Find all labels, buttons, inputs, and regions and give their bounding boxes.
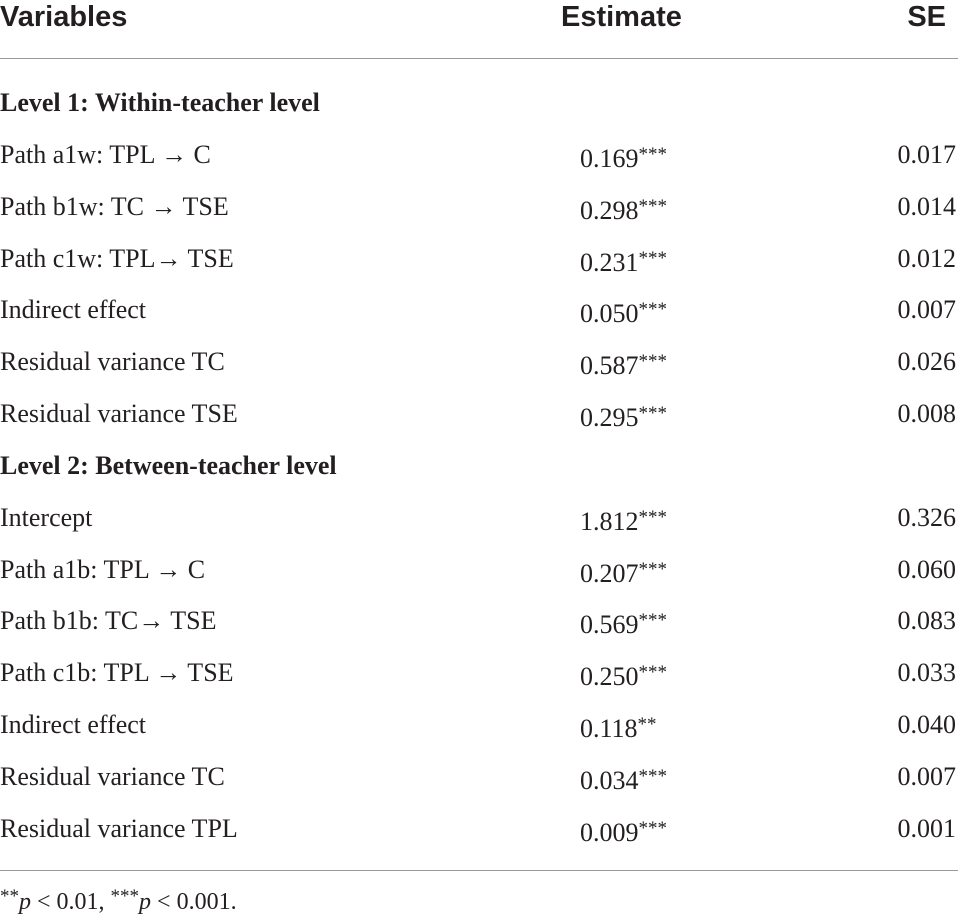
table-footnote: [0, 882, 237, 917]
se-cell: 0.326: [897, 502, 956, 532]
table-row: [0, 802, 958, 854]
significance-stars: ***: [638, 558, 667, 580]
variable-cell: Residual variance TPL: [0, 813, 238, 843]
estimate-cell: [580, 397, 667, 435]
estimate-cell: [580, 242, 667, 280]
variable-cell: Residual variance TC: [0, 761, 225, 791]
table-body: [0, 76, 958, 854]
estimate-value: 0.207: [580, 558, 639, 588]
estimate-value: 0.295: [580, 403, 639, 433]
estimate-cell: [580, 293, 667, 331]
variable-cell: Intercept: [0, 502, 93, 532]
significance-stars: ***: [638, 610, 667, 632]
table-row: [0, 387, 958, 439]
significance-stars: ***: [638, 662, 667, 684]
variable-cell: Path c1b: TPL → TSE: [0, 658, 234, 688]
footnote-p1: p: [19, 889, 31, 915]
variable-cell: Path b1b: TC→ TSE: [0, 606, 217, 636]
se-cell: 0.017: [897, 139, 956, 169]
estimate-value: 0.250: [580, 662, 639, 692]
estimate-cell: [580, 812, 667, 850]
table-row: [0, 698, 958, 750]
variable-cell: Indirect effect: [0, 710, 147, 740]
estimate-cell: [580, 553, 667, 591]
header-variables: Variables: [0, 1, 128, 33]
table-row: [0, 128, 958, 180]
se-cell: 0.026: [897, 347, 956, 377]
estimate-cell: [580, 708, 657, 746]
se-cell: 0.083: [897, 606, 956, 636]
significance-stars: **: [637, 714, 657, 736]
table-row: [0, 283, 958, 335]
se-cell: 0.007: [897, 761, 956, 791]
table-row: [0, 750, 958, 802]
table-header-row: [0, 0, 958, 46]
estimate-value: 0.050: [580, 299, 639, 329]
header-estimate: Estimate: [561, 1, 682, 33]
table-row: [0, 180, 958, 232]
significance-stars: ***: [638, 247, 667, 269]
section-heading-row: [0, 439, 958, 491]
se-cell: 0.033: [897, 658, 956, 688]
footnote-sig3: ***: [110, 886, 140, 907]
significance-stars: ***: [638, 351, 667, 373]
se-cell: 0.008: [897, 399, 956, 429]
variable-cell: Path c1w: TPL→ TSE: [0, 243, 234, 273]
significance-stars: ***: [638, 403, 667, 425]
estimate-cell: [580, 656, 667, 694]
estimate-value: 0.298: [580, 195, 639, 225]
variable-cell: Residual variance TSE: [0, 399, 238, 429]
footnote-cond2: < 0.001.: [151, 889, 237, 915]
variable-cell: Path a1b: TPL → C: [0, 554, 206, 584]
significance-stars: ***: [638, 143, 667, 165]
footnote-p2: p: [139, 889, 152, 915]
se-cell: 0.014: [897, 191, 956, 221]
significance-stars: ***: [638, 195, 667, 217]
estimate-value: 0.009: [580, 817, 639, 847]
section-heading: Level 1: Within-teacher level: [0, 88, 320, 117]
estimate-cell: [580, 604, 667, 642]
table-bottom-divider: [0, 870, 958, 871]
variable-cell: Residual variance TC: [0, 347, 225, 377]
section-heading: Level 2: Between-teacher level: [0, 450, 337, 480]
estimate-value: 0.118: [580, 714, 638, 744]
header-se: SE: [907, 1, 946, 33]
variable-cell: Path a1w: TPL → C: [0, 139, 211, 169]
estimate-value: 0.169: [580, 143, 639, 173]
estimate-cell: [580, 501, 667, 539]
table-row: [0, 335, 958, 387]
se-cell: 0.007: [897, 295, 956, 325]
significance-stars: ***: [638, 817, 667, 839]
table-row: [0, 491, 958, 543]
table-row: [0, 543, 958, 595]
variable-cell: Indirect effect: [0, 295, 147, 325]
estimate-value: 0.231: [580, 247, 639, 277]
estimate-value: 1.812: [580, 506, 639, 536]
se-cell: 0.012: [897, 243, 956, 273]
estimate-cell: [580, 138, 667, 176]
footnote-cond1: < 0.01,: [31, 889, 111, 915]
se-cell: 0.060: [897, 554, 956, 584]
header-divider: [0, 58, 958, 59]
significance-stars: ***: [638, 506, 667, 528]
significance-stars: ***: [638, 299, 667, 321]
estimate-cell: [580, 190, 667, 228]
se-cell: 0.001: [897, 813, 956, 843]
footnote-sig2: **: [0, 886, 19, 907]
se-cell: 0.040: [897, 710, 956, 740]
table-row: [0, 646, 958, 698]
estimate-cell: [580, 345, 667, 383]
estimate-value: 0.034: [580, 765, 639, 795]
significance-stars: ***: [638, 765, 667, 787]
estimate-cell: [580, 760, 667, 798]
estimate-value: 0.587: [580, 351, 639, 381]
table-row: [0, 594, 958, 646]
section-heading-row: [0, 76, 958, 128]
variable-cell: Path b1w: TC → TSE: [0, 191, 229, 221]
estimate-value: 0.569: [580, 610, 639, 640]
table-row: [0, 232, 958, 284]
